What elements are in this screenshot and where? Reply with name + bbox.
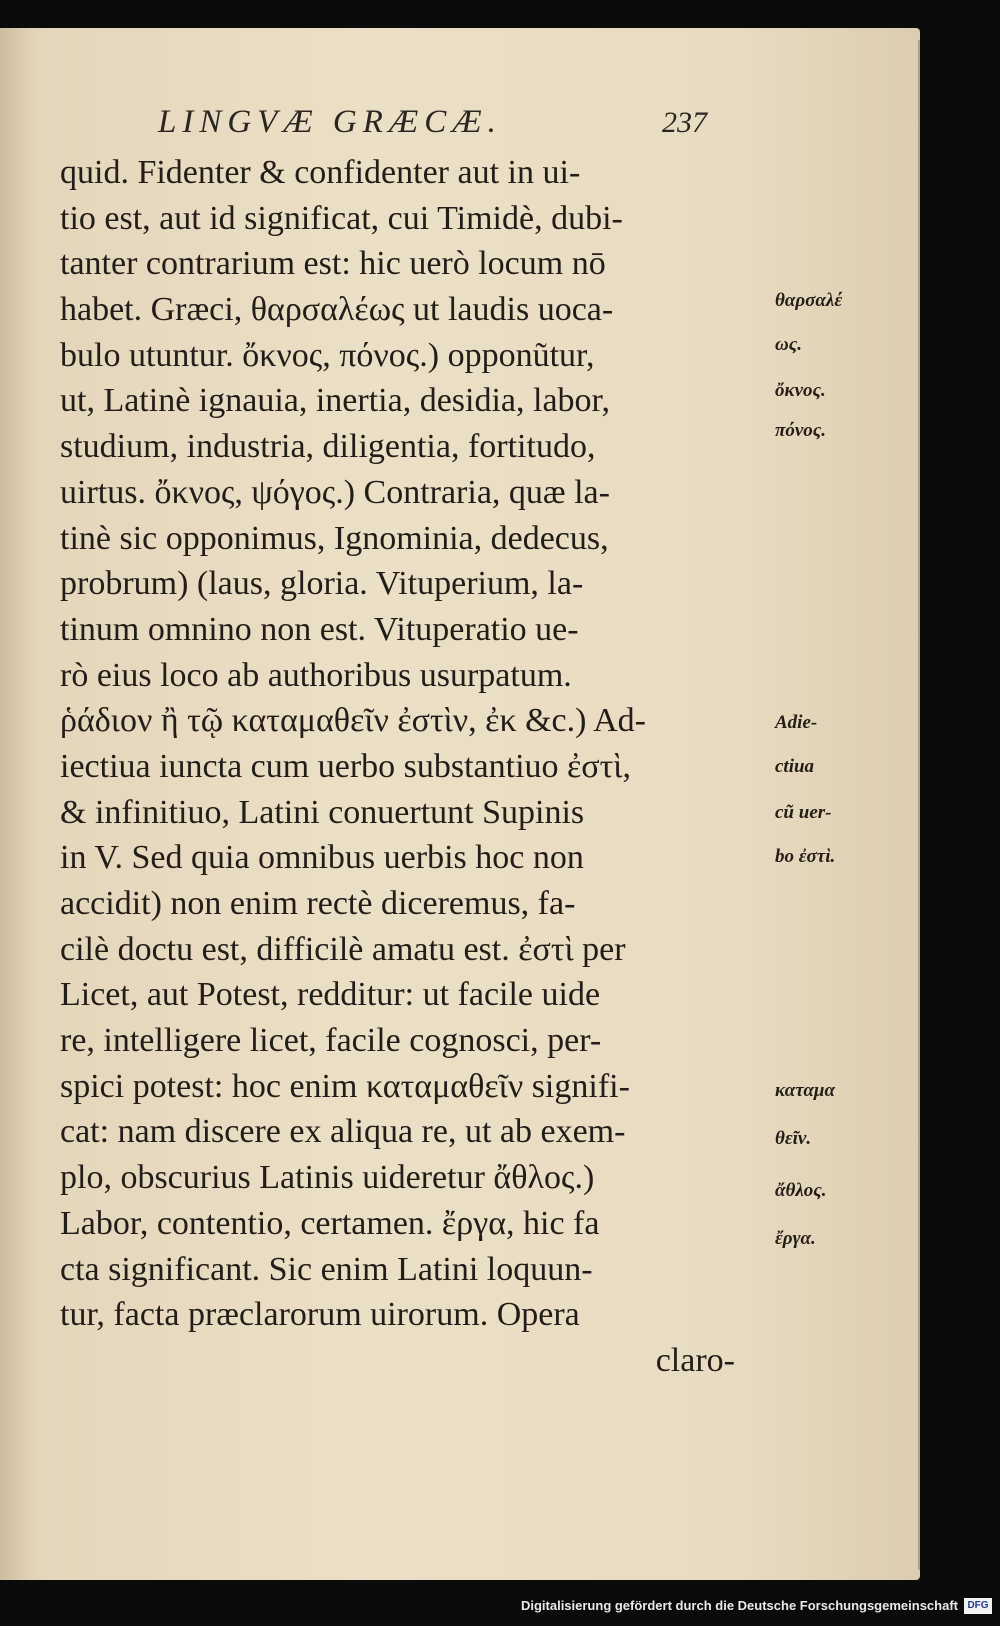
marginal-note: bo ἐστὶ.: [775, 846, 836, 867]
text-line: uirtus. ὄκνος, ψόγος.) Contraria, quæ la-: [60, 473, 610, 511]
text-line: studium, industria, diligentia, fortitudo,: [60, 428, 596, 466]
text-line: iectiua iuncta cum uerbo substantiuo ἐστὶ,: [60, 747, 631, 785]
text-line: cilè doctu est, difficilè amatu est. ἐστὶ per: [60, 930, 626, 968]
text-line: Labor, contentio, certamen. ἔργα, hic fa: [60, 1204, 600, 1242]
text-line: Licet, aut Potest, redditur: ut facile uide: [60, 976, 601, 1014]
marginal-note: ὄκνος.: [775, 380, 826, 401]
text-line: in V. Sed quia omnibus uerbis hoc non: [60, 839, 584, 877]
text-line: habet. Græci, θαρσαλέως ut laudis uoca-: [60, 291, 614, 329]
page-edge: [918, 40, 920, 1570]
marginal-note: Adie-: [775, 712, 818, 733]
text-line: accidit) non enim rectè diceremus, fa-: [60, 885, 576, 922]
footer-bar: [0, 1590, 1000, 1626]
text-line: tinè sic opponimus, Ignominia, dedecus,: [60, 519, 609, 557]
text-line: cat: nam discere ex aliqua re, ut ab exem-: [60, 1113, 626, 1151]
body-text: [60, 150, 780, 1384]
text-line: re, intelligere licet, facile cognosci, per-: [60, 1022, 602, 1060]
marginal-note: θαρσαλέ: [775, 290, 843, 311]
marginal-note: ως.: [775, 334, 802, 355]
text-line: probrum) (laus, gloria. Vituperium, la-: [60, 565, 584, 603]
text-line: tio est, aut id significat, cui Timidè, dubi-: [60, 199, 623, 237]
marginal-note: ctiua: [775, 756, 815, 777]
marginal-note: θεῖν.: [775, 1128, 812, 1149]
text-line: ut, Latinè ignauia, inertia, desidia, labor,: [60, 382, 611, 420]
page-number: 237: [662, 106, 707, 139]
marginal-note: ἄθλος.: [775, 1180, 827, 1201]
text-line: spici potest: hoc enim καταμαθεῖν signifi-: [60, 1067, 630, 1105]
dfg-logo: DFG: [964, 1598, 992, 1614]
text-line: tanter contrarium est: hic uerò locum nō: [60, 245, 606, 283]
text-line: ῥάδιον ἢ τῷ καταμαθεῖν ἐστὶν, ἐκ &c.) Ad-: [60, 702, 646, 740]
marginal-note: καταμα: [775, 1080, 835, 1101]
text-line: bulo utuntur. ὄκνος, πόνος.) opponũtur,: [60, 336, 595, 374]
marginal-note: ἔργα.: [775, 1228, 816, 1249]
text-line: tinum omnino non est. Vituperatio ue-: [60, 610, 579, 648]
text-line: plo, obscurius Latinis uideretur ἄθλος.): [60, 1159, 595, 1197]
text-line: rò eius loco ab authoribus usurpatum.: [60, 656, 572, 694]
text-line: quid. Fidenter & confidenter aut in ui-: [60, 154, 581, 191]
running-head: [158, 104, 718, 148]
catchword: claro-: [655, 1341, 735, 1379]
text-line: & infinitiuo, Latini conuertunt Supinis: [60, 793, 585, 831]
funding-credit: Digitalisierung gefördert durch die Deutsche Forschungsgemeinschaft: [520, 1598, 958, 1613]
marginal-note: cũ uer-: [775, 802, 832, 823]
marginal-note: πόνος.: [775, 420, 827, 441]
text-line: tur, facta præclarorum uirorum. Opera: [60, 1296, 580, 1334]
running-head-title: LINGVÆ GRÆCÆ.: [158, 104, 502, 140]
text-line: cta significant. Sic enim Latini loquun-: [60, 1250, 593, 1288]
